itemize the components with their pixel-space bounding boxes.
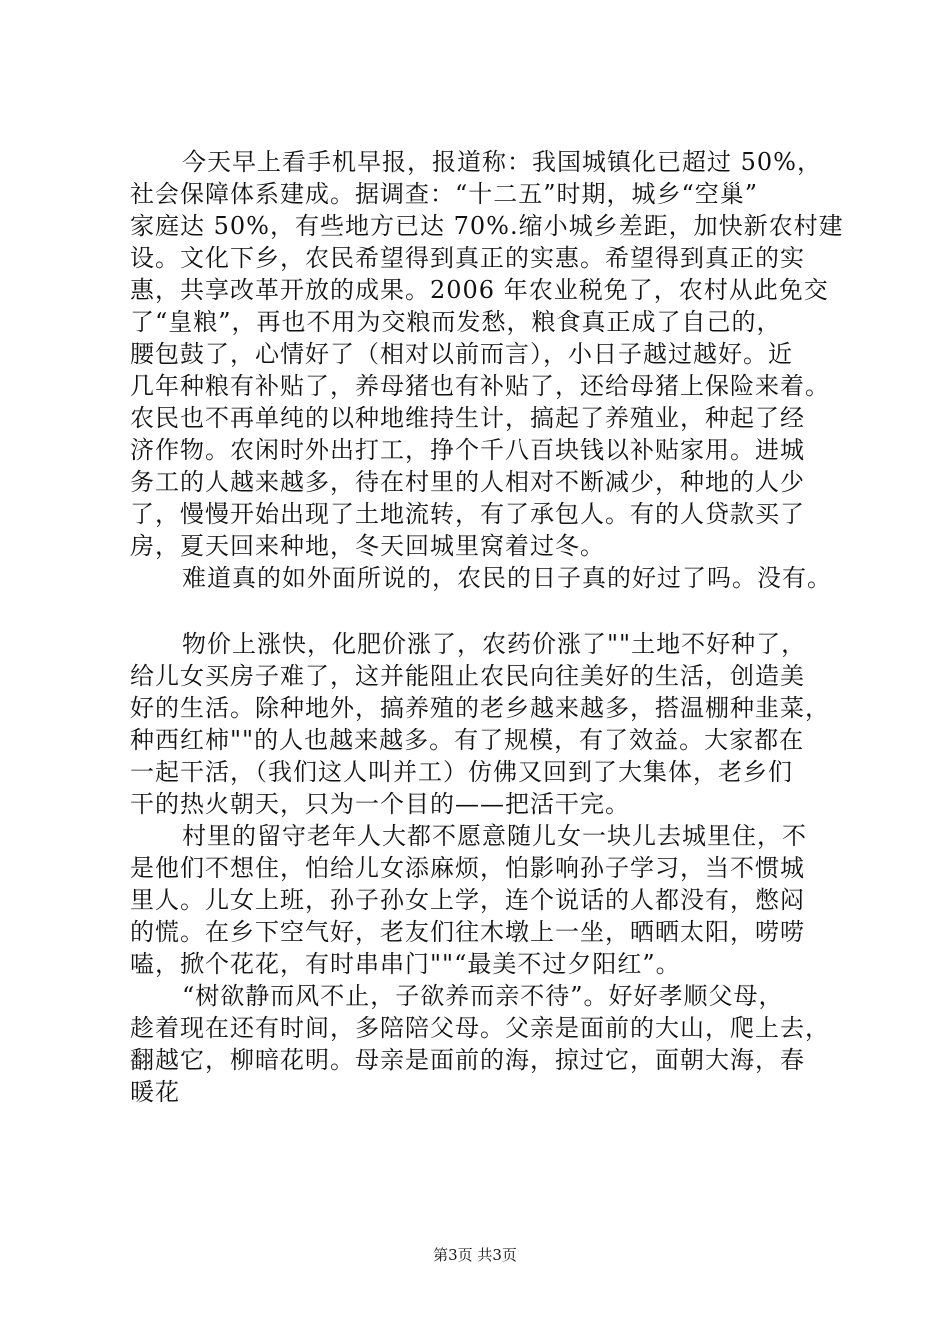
paragraph-line: 腰包鼓了，心情好了（相对以前而言），小日子越过越好。近 — [130, 340, 793, 368]
paragraph-line: 里人。儿女上班，孙子孙女上学，连个说话的人都没有，憋闷 — [130, 886, 805, 914]
paragraph-line: 暖花 — [130, 1078, 180, 1106]
paragraph-line: 了“皇粮”，再也不用为交粮而发愁，粮食真正成了自己的， — [130, 308, 782, 336]
paragraph-line: 惠，共享改革开放的成果。2006 年农业税免了，农村从此免交 — [130, 276, 829, 304]
paragraph-line: 好的生活。除种地外，搞养殖的老乡越来越多，搭温棚种韭菜， — [130, 694, 830, 722]
paragraph-line: 物价上涨快，化肥价涨了，农药价涨了""土地不好种了， — [182, 630, 807, 658]
paragraph-line: 难道真的如外面所说的，农民的日子真的好过了吗。没有。 — [182, 564, 832, 592]
paragraph-line: “树欲静而风不止，子欲养而亲不待”。好好孝顺父母， — [182, 982, 784, 1010]
paragraph-line: 嗑，掀个花花，有时串串门""“最美不过夕阳红”。 — [130, 950, 681, 978]
paragraph-line: 村里的留守老年人大都不愿意随儿女一块儿去城里住，不 — [182, 822, 807, 850]
paragraph-line: 是他们不想住，怕给儿女添麻烦，怕影响孙子学习，当不惯城 — [130, 854, 805, 882]
paragraph-line: 翻越它，柳暗花明。母亲是面前的海，掠过它，面朝大海，春 — [130, 1046, 805, 1074]
document-body — [130, 146, 850, 1108]
paragraph-line: 一起干活，（我们这人叫并工）仿佛又回到了大集体，老乡们 — [130, 758, 793, 786]
paragraph-line: 了，慢慢开始出现了土地流转，有了承包人。有的人贷款买了 — [130, 500, 805, 528]
paragraph-line: 设。文化下乡，农民希望得到真正的实惠。希望得到真正的实 — [130, 244, 805, 272]
paragraph-line: 的慌。在乡下空气好，老友们往木墩上一坐，晒晒太阳，唠唠 — [130, 918, 805, 946]
paragraph-line: 干的热火朝天，只为一个目的——把活干完。 — [130, 790, 630, 818]
paragraph-line: 农民也不再单纯的以种地维持生计，搞起了养殖业，种起了经 — [130, 404, 805, 432]
paragraph-line: 种西红柿""的人也越来越多。有了规模，有了效益。大家都在 — [130, 726, 805, 754]
paragraph-gap — [130, 594, 850, 628]
page-number-footer: 第3页 共3页 — [433, 1246, 517, 1264]
paragraph-line: 房，夏天回来种地，冬天回城里窝着过冬。 — [130, 532, 605, 560]
paragraph-line: 给儿女买房子难了，这并能阻止农民向往美好的生活，创造美 — [130, 662, 805, 690]
paragraph-line: 务工的人越来越多，待在村里的人相对不断减少，种地的人少 — [130, 468, 805, 496]
paragraph-line: 几年种粮有补贴了，养母猪也有补贴了，还给母猪上保险来着。 — [130, 372, 830, 400]
paragraph-line: 社会保障体系建成。据调查：“十二五”时期，城乡“空巢” — [130, 180, 759, 208]
paragraph-line: 家庭达 50%，有些地方已达 70%.缩小城乡差距，加快新农村建 — [130, 212, 844, 240]
paragraph-line: 济作物。农闲时外出打工，挣个千八百块钱以补贴家用。进城 — [130, 436, 805, 464]
paragraph-line: 趁着现在还有时间，多陪陪父母。父亲是面前的大山，爬上去， — [130, 1014, 830, 1042]
paragraph-line: 今天早上看手机早报，报道称：我国城镇化已超过 50%， — [182, 148, 822, 176]
